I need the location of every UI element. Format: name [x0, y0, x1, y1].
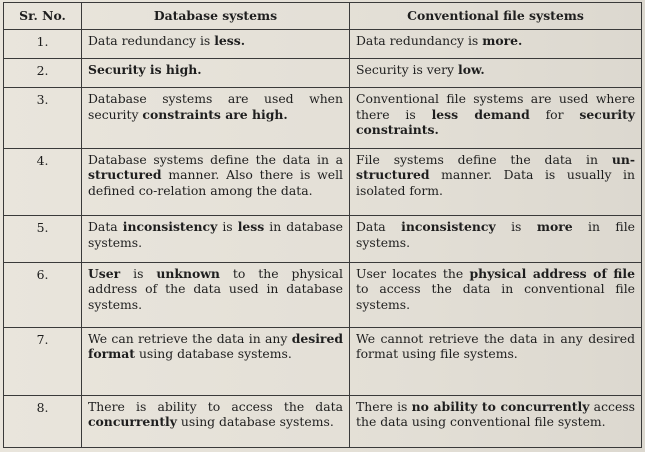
cell-text: File systems define the data in [356, 151, 612, 167]
cell-text: We cannot retrieve the data in any desired format using file systems. [356, 331, 635, 362]
file-systems-cell [350, 328, 642, 395]
bold-text: low. [458, 62, 485, 78]
bold-text: desired format [88, 331, 343, 362]
bold-text: less [237, 219, 265, 235]
table-row [4, 328, 642, 395]
cell-text: Conventional file systems are used where there is [356, 91, 635, 122]
cell-text: There is [356, 398, 412, 414]
cell-text: Data [88, 219, 123, 235]
cell-text: is [495, 219, 537, 235]
database-systems-cell [82, 262, 350, 327]
cell-text: in file systems. [356, 219, 635, 250]
comparison-table [3, 2, 642, 448]
sr-no-cell: 7. [4, 328, 82, 395]
sr-no-cell: 4. [4, 148, 82, 215]
header-sr-no: Sr. No. [4, 3, 82, 30]
table-row [4, 395, 642, 447]
bold-text: security constraints. [356, 106, 635, 137]
table-row [4, 30, 642, 59]
file-systems-cell [350, 30, 642, 59]
cell-text: There is ability to access the data [88, 398, 343, 414]
file-systems-cell [350, 59, 642, 88]
cell-text: Data [356, 219, 402, 235]
bold-text: unknown [156, 265, 220, 281]
bold-text: less. [214, 33, 246, 48]
bold-text: physical address of file [469, 265, 635, 281]
cell-text: User locates the [356, 265, 470, 281]
table-row [4, 88, 642, 149]
bold-text: more [536, 219, 573, 235]
sr-no-cell: 3. [4, 88, 82, 149]
file-systems-cell [350, 88, 642, 149]
database-systems-cell [82, 216, 350, 263]
bold-text: inconsistency [401, 219, 496, 235]
database-systems-cell [82, 148, 350, 215]
sr-no-cell: 5. [4, 216, 82, 263]
bold-text: less demand [431, 106, 530, 122]
file-systems-cell [350, 395, 642, 447]
bold-text: structured [88, 167, 162, 183]
sr-no-cell: 8. [4, 395, 82, 447]
header-conventional-file-systems: Conventional file systems [350, 3, 642, 30]
cell-text: in database systems. [88, 219, 343, 250]
database-systems-cell [82, 395, 350, 447]
database-systems-cell [82, 59, 350, 88]
sr-no-cell: 2. [4, 59, 82, 88]
table-row [4, 216, 642, 263]
table-header-row [4, 3, 642, 30]
file-systems-cell [350, 148, 642, 215]
database-systems-cell [82, 88, 350, 149]
table-row [4, 148, 642, 215]
sr-no-cell: 1. [4, 30, 82, 59]
cell-text: access the data using conventional file system. [356, 398, 635, 429]
bold-text: no ability to concurrently [411, 398, 590, 414]
cell-text: is [120, 265, 157, 281]
sr-no-cell: 6. [4, 262, 82, 327]
bold-text: concurrently [88, 413, 177, 429]
cell-text: Database systems define the data in a [88, 151, 343, 167]
cell-text: Data redundancy is [88, 33, 215, 48]
cell-text: Data redundancy is [356, 33, 483, 48]
cell-text: manner. Also there is well defined co-relation among the data. [88, 167, 343, 198]
database-systems-cell [82, 30, 350, 59]
cell-text: is [217, 219, 238, 235]
bold-text: un-structured [356, 151, 635, 183]
cell-text: using database systems. [135, 346, 292, 362]
cell-text: manner. Data is usually in isolated form. [356, 167, 635, 198]
cell-text: to access the data in conventional file systems. [356, 281, 635, 312]
bold-text: User [88, 265, 121, 281]
database-systems-cell [82, 328, 350, 395]
file-systems-cell [350, 262, 642, 327]
file-systems-cell [350, 216, 642, 263]
bold-text: more. [482, 33, 523, 48]
cell-text: Security is very [356, 62, 458, 78]
table-row [4, 59, 642, 88]
cell-text: Database systems are used when security [88, 91, 343, 122]
bold-text: Security is high. [88, 62, 202, 78]
table-row [4, 262, 642, 327]
bold-text: inconsistency [122, 219, 218, 235]
cell-text: We can retrieve the data in any [88, 331, 292, 347]
cell-text: using database systems. [176, 413, 334, 429]
cell-text: to the physical address of the data used in database systems. [88, 265, 343, 312]
cell-text: for [529, 106, 580, 122]
header-database-systems: Database systems [82, 3, 350, 30]
bold-text: constraints are high. [142, 106, 288, 122]
